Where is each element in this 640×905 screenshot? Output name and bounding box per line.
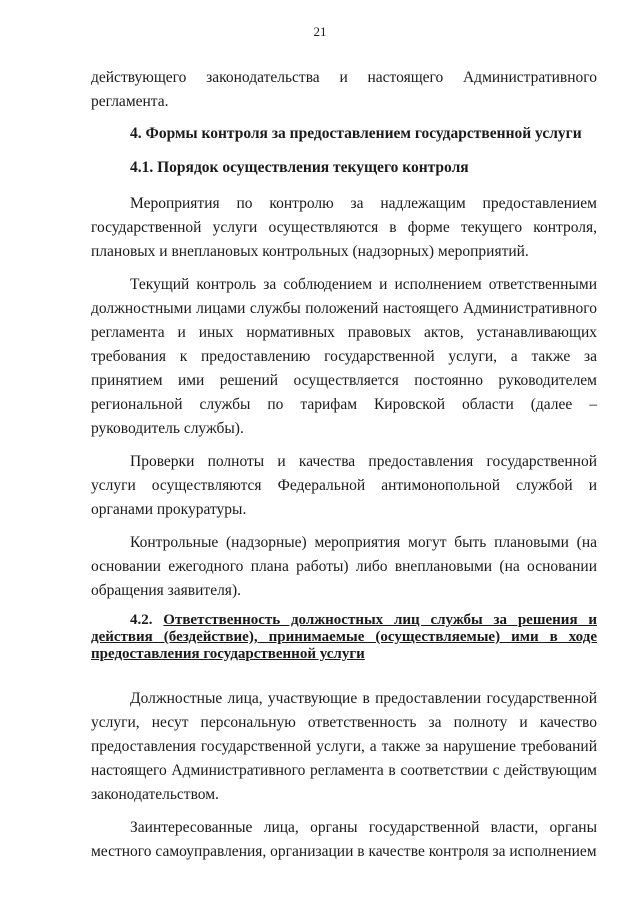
paragraph-planned-measures: Контрольные (надзорные) мероприятия могут быть плановыми (на основании ежегодного плана работы) либо внеплановыми (на основании обращения заявителя).: [91, 534, 597, 599]
section-4-2-number: 4.2.: [130, 612, 153, 628]
paragraph-responsibility: Должностные лица, участвующие в предоставлении государственной услуги, несут персональную ответственность за полноту и качество предоставления государственной услуги, а также за нарушение требований настоящего Административного регламента в соответствии с действующим законодательством.: [91, 690, 597, 803]
document-body: [91, 66, 597, 873]
paragraph-interested-parties: Заинтересованные лица, органы государственной власти, органы местного самоуправления, организации в качестве контроля за исполнением: [91, 819, 597, 860]
section-4-2-heading: [91, 612, 597, 663]
continued-paragraph: действующего законодательства и настоящего Административного регламента.: [91, 69, 597, 110]
section-4-heading: 4. Формы контроля за предоставлением государственной услуги: [130, 125, 582, 142]
paragraph-inspections: Проверки полноты и качества предоставления государственной услуги осуществляются Федеральной антимонопольной службой и органами прокуратуры.: [91, 453, 597, 518]
section-4-2-title: Ответственность должностных лиц службы за решения и действия (бездействие), принимаемые (осуществляемые) ими в ходе предоставления государственной услуги: [91, 612, 598, 662]
paragraph-control-measures: Мероприятия по контролю за надлежащим предоставлением государственной услуги осуществляются в форме текущего контроля, плановых и внеплановых контрольных (надзорных) мероприятий.: [91, 195, 597, 260]
page-number: 21: [313, 24, 327, 39]
section-4-1-heading: 4.1. Порядок осуществления текущего контроля: [130, 159, 469, 176]
paragraph-current-control: Текущий контроль за соблюдением и исполнением ответственными должностными лицами службы положений настоящего Административного регламента и иных нормативных правовых актов, устанавливающих требования к предоставлению государственной услуги, а также за принятием ими решений осуществляется постоянно руководителем региональной службы по тарифам Кировской области (далее – руководитель службы).: [91, 276, 597, 437]
